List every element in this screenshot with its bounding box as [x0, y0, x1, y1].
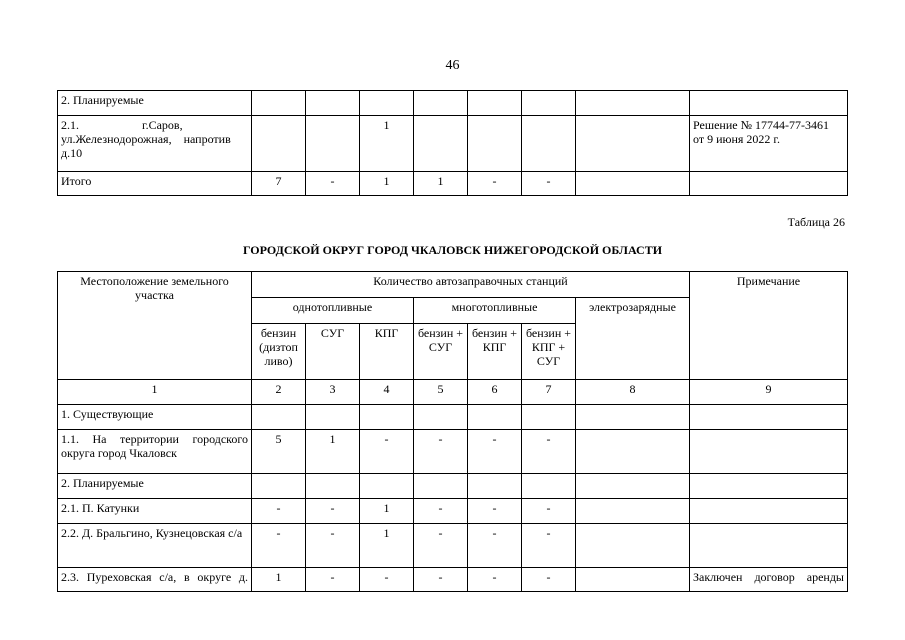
table-row [58, 116, 848, 172]
page-number: 46 [445, 58, 460, 73]
value-cell: - [306, 568, 360, 592]
col-number: 7 [522, 380, 576, 405]
value-cell: 1 [252, 568, 306, 592]
col-number: 8 [576, 380, 690, 405]
value-cell: - [468, 172, 522, 196]
value-cell: - [522, 430, 576, 474]
col-number: 6 [468, 380, 522, 405]
header-single-fuel: однотопливные [252, 298, 414, 324]
header-sub: КПГ [360, 324, 414, 380]
value-cell: - [414, 430, 468, 474]
table-caption: Таблица 26 [787, 215, 845, 229]
value-cell: - [468, 568, 522, 592]
value-cell: 1 [360, 116, 414, 172]
value-cell: 1 [414, 172, 468, 196]
value-cell: 5 [252, 430, 306, 474]
section-label: 2. Планируемые [58, 474, 252, 499]
table-row [58, 474, 848, 499]
value-cell: - [522, 568, 576, 592]
location-cell: 1.1. На территории городского округа город Чкаловск [58, 430, 252, 474]
value-cell: - [522, 172, 576, 196]
value-cell: 1 [360, 172, 414, 196]
value-cell: 1 [360, 499, 414, 524]
value-cell: - [468, 430, 522, 474]
header-count: Количество автозаправочных станций [252, 272, 690, 298]
header-electric: электрозарядные [576, 298, 690, 380]
value-cell: - [306, 524, 360, 568]
value-cell: - [306, 172, 360, 196]
col-number: 4 [360, 380, 414, 405]
section-label: 2. Планируемые [58, 91, 252, 116]
header-location: Местоположение земельного участка [58, 272, 252, 380]
value-cell: - [468, 499, 522, 524]
value-cell: - [414, 568, 468, 592]
value-cell: 1 [360, 524, 414, 568]
value-cell: - [252, 499, 306, 524]
table-row [58, 568, 848, 592]
table-row [58, 172, 848, 196]
table-row [58, 524, 848, 568]
header-sub: бензин + СУГ [414, 324, 468, 380]
table-row [58, 405, 848, 430]
header-row [58, 272, 848, 298]
location-cell: 2.1. П. Катунки [58, 499, 252, 524]
col-number: 3 [306, 380, 360, 405]
value-cell: 1 [306, 430, 360, 474]
column-number-row [58, 380, 848, 405]
table-row [58, 91, 848, 116]
header-note: Примечание [690, 272, 848, 380]
location-cell: 2.2. Д. Бральгино, Кузнецовская с/а [58, 524, 252, 568]
col-number: 1 [58, 380, 252, 405]
value-cell: - [360, 568, 414, 592]
note-cell: Заключен договор аренды [690, 568, 848, 592]
header-sub: СУГ [306, 324, 360, 380]
value-cell: - [468, 524, 522, 568]
header-sub: бензин + КПГ [468, 324, 522, 380]
value-cell: - [360, 430, 414, 474]
table-row [58, 499, 848, 524]
col-number: 2 [252, 380, 306, 405]
value-cell: 7 [252, 172, 306, 196]
value-cell: - [306, 499, 360, 524]
header-sub: бензин + КПГ + СУГ [522, 324, 576, 380]
header-multi-fuel: многотопливные [414, 298, 576, 324]
table-title: ГОРОДСКОЙ ОКРУГ ГОРОД ЧКАЛОВСК НИЖЕГОРОДСКОЙ ОБЛАСТИ [242, 243, 663, 257]
value-cell: - [522, 499, 576, 524]
value-cell: - [252, 524, 306, 568]
section-label: 1. Существующие [58, 405, 252, 430]
total-label: Итого [58, 172, 252, 196]
location-cell: 2.1. г.Саров, ул.Железнодорожная, напротив д.10 [58, 116, 252, 172]
note-cell: Решение № 17744-77-3461 от 9 июня 2022 г. [690, 116, 848, 172]
col-number: 9 [690, 380, 848, 405]
value-cell: - [522, 524, 576, 568]
header-sub: бензин (дизтоп ливо) [252, 324, 306, 380]
table-continuation [57, 90, 848, 196]
table-row [58, 430, 848, 474]
value-cell: - [414, 524, 468, 568]
col-number: 5 [414, 380, 468, 405]
value-cell: - [414, 499, 468, 524]
location-cell: 2.3. Пуреховская с/а, в округе д. [58, 568, 252, 592]
table-main [57, 271, 848, 592]
